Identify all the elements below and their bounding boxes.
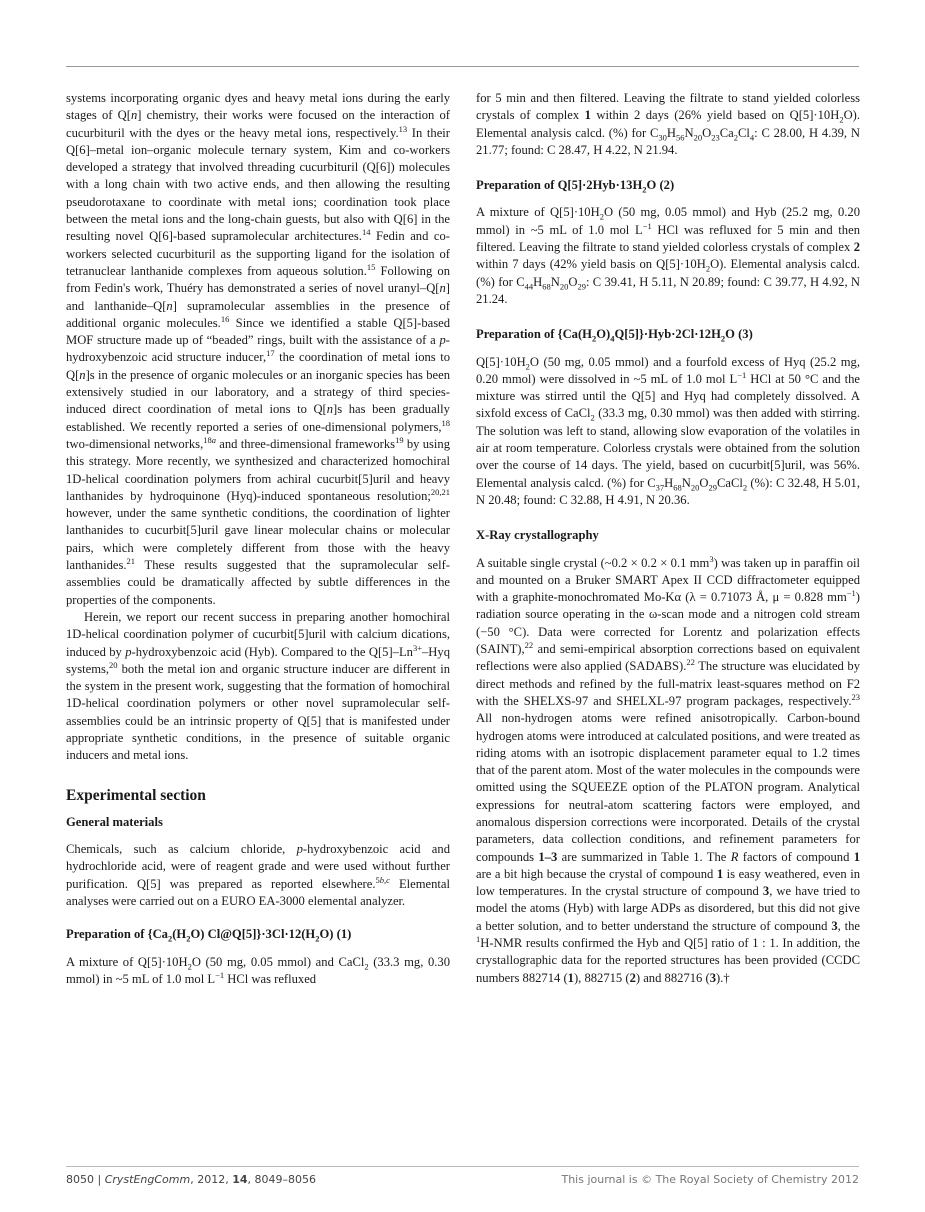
left-column	[66, 90, 450, 988]
preparation-3-paragraph: $Q[5]\cdot 10H_2O$ (50 mg, 0.05 mmol) and a fourfold excess of Hyq (25.2 mg, 0.20 mmol) were dissolved in ~5 mL of 1.0 mol $L^{-1}$ HCl at 50 °C and the mixture was stirred until the Q[5] and Hyq had completely dissolved. A sixfold excess of CaCl$_2$ (33.3 mg, 0.30 mmol) was then added with stirring. The solution was left to stand, allowing slow evaporation of the volatiles in air at room temperature. Colorless crystals were obtained from the solution over the course of 14 days. The yield, based on cucurbit[5]uril, was 56%. Elemental analysis calcd. (%) for $C_{37}H_{68}N_{20}O_{29}CaCl_2$ (%): C 32.48, H 5.01, N 20.48; found: C 32.88, H 4.91, N 20.36.	[476, 354, 860, 507]
section-heading-experimental: Experimental section	[66, 786, 206, 804]
xray-paragraph: A suitable single crystal (~0.2 × 0.2 × 0.1 $mm^3$) was taken up in paraffin oil and mounted on a Bruker SMART Apex II CCD diffractometer equipped with a graphite-monochromated Mo-Kα (λ = 0.71073 Å, μ = 0.828 $mm^{-1}$) radiation source operating in the ω-scan mode and a nitrogen cold stream (−50 °C). Data were corrected for Lorentz and polarization effects (SAINT),$^{22}$ and semi-empirical absorption corrections based on equivalent reflections were also applied (SADABS).$^{22}$ The structure was elucidated by direct methods and refined by the full-matrix least-squares method on F2 with the SHELXS-97 and SHELXL-97 program packages, respectively.$^{23}$ All non-hydrogen atoms were refined anisotropically. Carbon-bound hydrogen atoms were introduced at calculated positions, and were treated as riding atoms with an isotropic displacement parameter equal to 1.2 times that of the parent atom. Most of the water molecules in the compounds were omitted using the SQUEEZE option of the PLATON program. Analytical expressions for neutral-atom scattering factors were employed, and anomalous dispersion corrections were incorporated. Details of the crystal parameters, data collection conditions, and refinement parameters for compounds 1–3 are summarized in Table 1. The R factors of compound 1 are a bit high because the crystal of compound 1 is easy weathered, even in low temperatures. In the crystal structure of compound 3, we have tried to model the atoms (Hyb) with large ADPs as disordered, but this did not give a better solution, and to better understand the structure of compound 3, the $^1$H-NMR results confirmed the Hyb and Q[5] ratio of 1 : 1. In addition, the crystallographic data for the reported structures has been provided (CCDC numbers 882714 (1), 882715 (2) and 882716 (3).†	[476, 553, 860, 985]
subheading-xray: X-Ray crystallography	[476, 528, 599, 543]
footer-copyright: This journal is © The Royal Society of Chemistry 2012	[561, 1173, 859, 1186]
subheading-preparation-2: Preparation of $Q[5]\cdot 2Hyb\cdot 13H_2O$ (2)	[476, 178, 675, 195]
herein-paragraph: Herein, we report our recent success in preparing another homochiral 1D-helical coordination polymer of cucurbit[5]uril with calcium dications, induced by p-hydroxybenzoic acid (Hyb). Compared to the $Q[5]-Ln^{3+}$–Hyq systems,$^{20}$ both the metal ion and organic structure inducer are different in the system in the present work, suggesting that the formation of homochiral 1D-helical coordination polymers or other novel supramolecular self-assemblies could be an intrinsic property of Q[5] that is manifested under appropriate synthetic conditions, in the presence of suitable organic inducers and metal ions.	[66, 609, 450, 763]
header-rule	[66, 66, 859, 67]
subheading-preparation-1: Preparation of {$Ca_2(H_2O)$ $Cl@Q[5]\}\cdot 3Cl\cdot 12(H_2O)$ (1)	[66, 927, 352, 944]
right-column	[476, 90, 860, 987]
general-materials-paragraph: Chemicals, such as calcium chloride, p-hydroxybenzoic acid and hydrochloride acid, were of reagent grade and were used without further purification. Q[5] was prepared as reported elsewhere.$^{5b,c}$ Elemental analyses were carried out on a EURO EA-3000 elemental analyzer.	[66, 842, 450, 909]
footer-rule	[66, 1166, 859, 1167]
subheading-general-materials: General materials	[66, 814, 163, 829]
preparation-1-paragraph: A mixture of $Q[5]\cdot 10H_2O$ (50 mg, 0.05 mmol) and CaCl$_2$ (33.3 mg, 0.30 mmol) in ~5 mL of 1.0 mol $L^{-1}$ HCl was refluxed	[66, 954, 450, 986]
preparation-1-continued: for 5 min and then filtered. Leaving the filtrate to stand yielded colorless crystals of complex 1 within 2 days (26% yield based on $Q[5]\cdot 10H_2O$). Elemental analysis calcd. (%) for $C_{30}H_{56}N_{20}O_{23}Ca_2Cl_4$: C 28.00, H 4.39, N 21.77; found: C 28.47, H 4.22, N 21.94.	[476, 91, 860, 157]
intro-paragraph: systems incorporating organic dyes and heavy metal ions during the early stages of Q[n] chemistry, their works were focused on the interaction of cucurbituril with the dyes or the heavy metal ions, respectively.$^{13}$ In their Q[6]–metal ion–organic molecule ternary system, Kim and co-workers developed a strategy that involved threading cucurbituril (Q[6]) molecules with a long chain with two active ends, and then allowing the resulting pseudorotaxane to coordinate with metal ions; coordination took place between the metal ions and the long-chain guests, but also with Q[6] in the resulting novel Q[6]-based supramolecular architectures.$^{14}$ Fedin and co-workers selected cucurbituril as the supporting ligand for the isolation of tetranuclear lanthanide complexes from aqueous solution.$^{15}$ Following on from Fedin's work, Thuéry has demonstrated a series of novel uranyl–Q[n] and lanthanide–Q[n] supramolecular assemblies in the presence of additional organic molecules.$^{16}$ Since we identified a stable Q[5]-based MOF structure made up of “beaded” rings, built with the assistance of a p-hydroxybenzoic acid structure inducer,$^{17}$ the coordination of metal ions to Q[n]s in the presence of organic molecules or an inorganic species has been extensively studied in our laboratory, and a strategy of third species-induced direct coordination of metal ions to Q[n]s has been gradually established. We recently reported a series of one-dimensional polymers,$^{18}$ two-dimensional networks,$^{18a}$ and three-dimensional frameworks$^{19}$ by using this strategy. More recently, we synthesized and characterized homochiral 1D-helical coordination polymers from achiral cucurbit[5]uril and heavy lanthanides by hydroquinone (Hyq)-induced spontaneous resolution;$^{20,21}$ however, under the same synthetic conditions, the coordination of lighter lanthanides to cucurbit[5]uril gave linear molecular chains or molecular pairs, which were completely different from those with the heavy lanthanides.$^{21}$ These results suggested that the supramolecular self-assemblies could be dramatically affected by subtle differences in the properties of the components.	[66, 91, 450, 607]
footer-citation: 8050 | CrystEngComm, 2012, 14, 8049–8056	[66, 1173, 316, 1186]
preparation-2-paragraph: A mixture of $Q[5]\cdot 10H_2O$ (50 mg, 0.05 mmol) and Hyb (25.2 mg, 0.20 mmol) in ~5 mL of 1.0 mol $L^{-1}$ HCl was refluxed for 5 min and then filtered. Leaving the filtrate to stand yielded colorless crystals of complex 2 within 7 days (42% yield basis on $Q[5]\cdot 10H_2O$). Elemental analysis calcd. (%) for $C_{44}H_{68}N_{20}O_{29}$: C 39.41, H 5.11, N 20.89; found: C 39.77, H 4.92, N 21.24.	[476, 205, 861, 306]
subheading-preparation-3: Preparation of $\{Ca(H_2O)_4Q[5]\}\cdot Hyb\cdot 2Cl\cdot 12H_2O$ (3)	[476, 327, 753, 344]
